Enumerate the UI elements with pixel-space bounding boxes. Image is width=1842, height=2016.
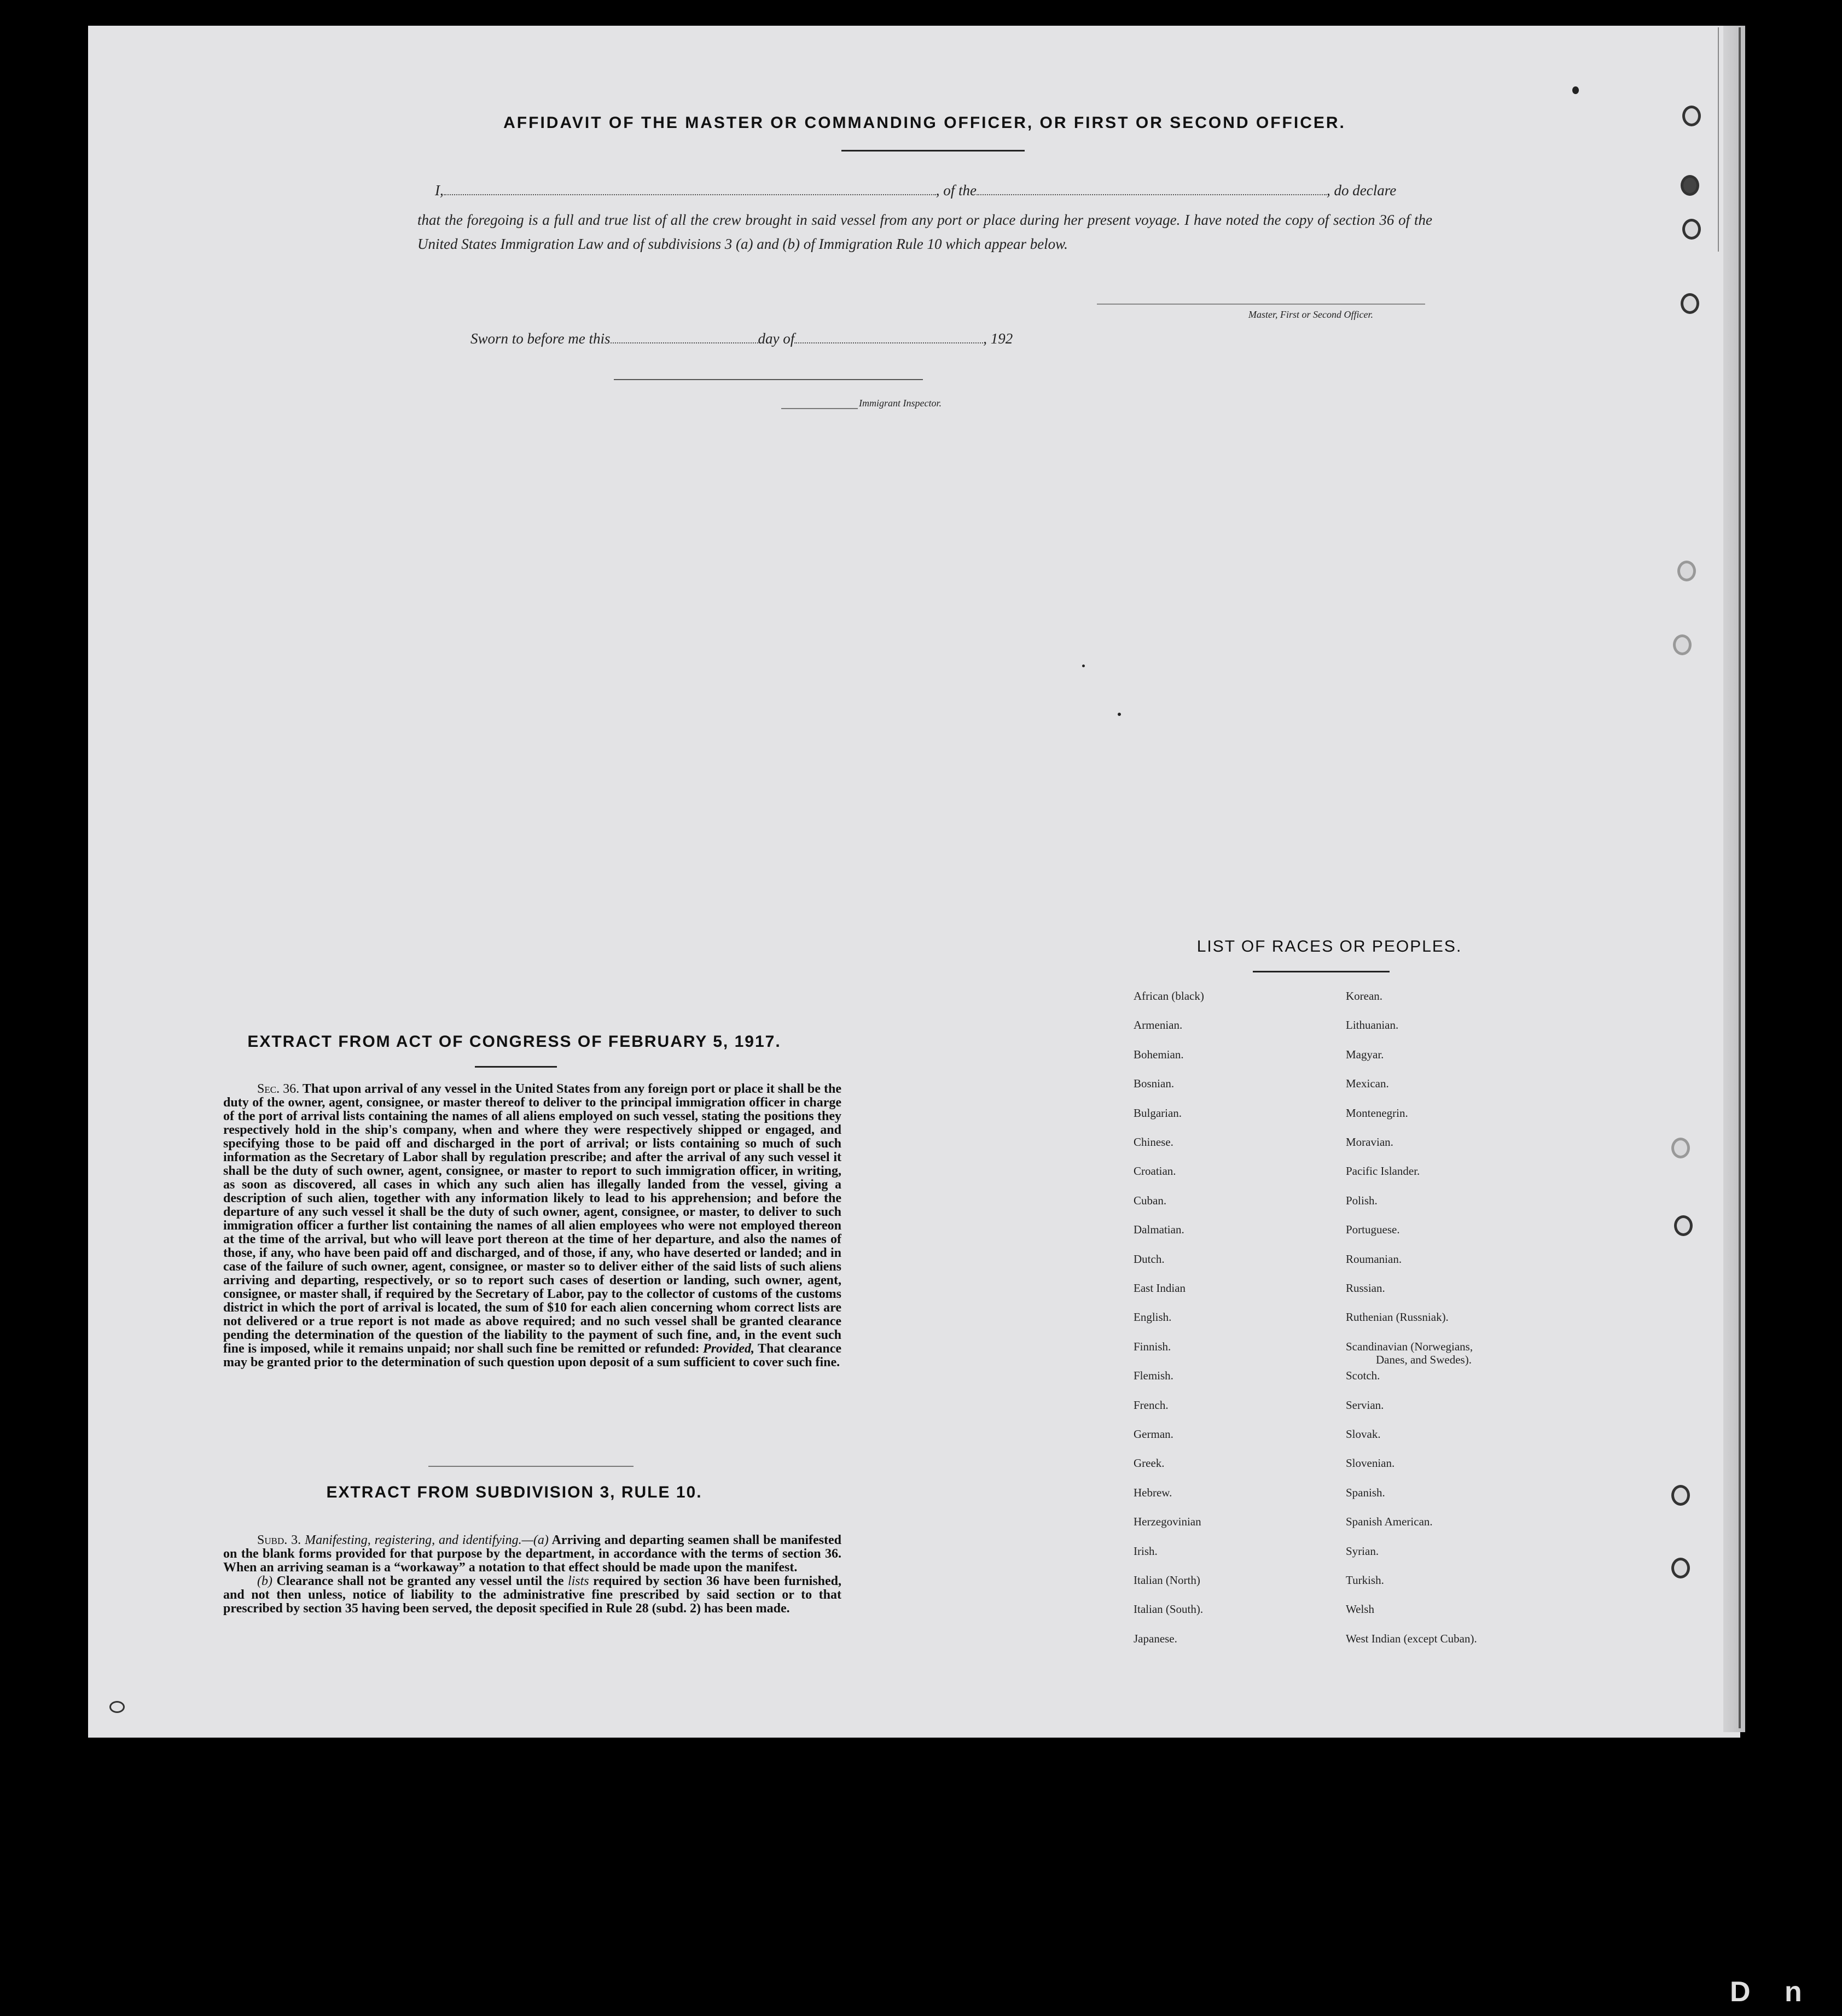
ink-speck	[1118, 713, 1121, 716]
race-item: Herzegovinian	[1134, 1515, 1201, 1528]
race-item: Chinese.	[1134, 1135, 1173, 1149]
inspector-caption: Immigrant Inspector.	[859, 398, 942, 409]
provided-label: Provided,	[703, 1342, 755, 1356]
race-item: Croatian.	[1134, 1164, 1176, 1178]
race-item: Danes, and Swedes).	[1376, 1353, 1472, 1366]
ink-speck	[1082, 665, 1085, 667]
race-item: Dutch.	[1134, 1252, 1165, 1266]
race-item: Italian (South).	[1134, 1603, 1204, 1616]
subdivision-3-text	[223, 1534, 841, 1616]
race-item: Slovenian.	[1346, 1456, 1395, 1470]
act-extract-title: EXTRACT FROM ACT OF CONGRESS OF FEBRUARY 5, 1917.	[247, 1033, 781, 1051]
page-edge	[1723, 26, 1745, 1732]
race-item: Roumanian.	[1346, 1252, 1402, 1266]
race-item: Finnish.	[1134, 1340, 1171, 1353]
subd-label: Subd. 3.	[257, 1533, 301, 1547]
sworn-month-blank	[794, 330, 983, 343]
binder-hole	[1671, 1558, 1690, 1578]
section-body-end: That clearance may be granted prior to the determination of such question upon deposit of a sum sufficient to cover such fine.	[223, 1342, 841, 1370]
name-blank	[444, 182, 936, 195]
sworn-day-blank	[611, 330, 758, 343]
race-item: Portuguese.	[1346, 1223, 1400, 1236]
race-item: Greek.	[1134, 1456, 1165, 1470]
race-item: Bulgarian.	[1134, 1106, 1182, 1120]
section-label: Sec. 36.	[257, 1082, 300, 1096]
document-page	[88, 26, 1740, 1738]
binder-hole	[1682, 219, 1701, 240]
vessel-blank	[977, 182, 1327, 195]
section-36-text	[223, 1082, 841, 1370]
race-item: Scotch.	[1346, 1369, 1380, 1382]
race-item: Flemish.	[1134, 1369, 1173, 1382]
race-item: Armenian.	[1134, 1018, 1183, 1032]
binder-hole	[1681, 293, 1699, 314]
binder-hole	[1673, 634, 1692, 655]
race-item: Scandinavian (Norwegians,	[1346, 1340, 1473, 1353]
race-item: Bosnian.	[1134, 1077, 1175, 1090]
master-caption: Master, First or Second Officer.	[1248, 309, 1373, 320]
race-item: Ruthenian (Russniak).	[1346, 1310, 1449, 1324]
subd-b-lists: lists	[567, 1574, 589, 1588]
sworn-year-label: , 192	[983, 330, 1013, 347]
race-item: Korean.	[1346, 989, 1383, 1003]
race-item: Syrian.	[1346, 1545, 1379, 1558]
race-item: Dalmatian.	[1134, 1223, 1184, 1236]
race-item: Lithuanian.	[1346, 1018, 1399, 1032]
race-item: Welsh	[1346, 1603, 1374, 1616]
race-item: German.	[1134, 1427, 1173, 1441]
race-item: Turkish.	[1346, 1574, 1384, 1587]
title-underline	[841, 150, 1025, 152]
race-item: Pacific Islander.	[1346, 1164, 1420, 1178]
subdivision-a	[223, 1534, 841, 1575]
master-signature-line	[1097, 304, 1425, 305]
races-title: LIST OF RACES OR PEOPLES.	[1196, 937, 1462, 955]
race-item: Mexican.	[1346, 1077, 1389, 1090]
binder-hole	[1681, 175, 1699, 196]
subd-b-label: (b)	[257, 1574, 272, 1588]
race-item: Italian (North)	[1134, 1574, 1200, 1587]
race-item: Spanish American.	[1346, 1515, 1433, 1528]
ink-speck	[1572, 86, 1579, 94]
declaration-line	[435, 178, 1396, 203]
race-item: Magyar.	[1346, 1048, 1384, 1061]
sworn-day-label: day of	[758, 330, 795, 347]
affidavit-title: AFFIDAVIT OF THE MASTER OR COMMANDING OFFICER, OR FIRST OR SECOND OFFICER.	[503, 114, 1346, 132]
rule-extract-title: EXTRACT FROM SUBDIVISION 3, RULE 10.	[326, 1483, 702, 1501]
race-item: Russian.	[1346, 1281, 1385, 1295]
subd-heading: Manifesting, registering, and identifying.—(a)	[305, 1533, 549, 1547]
sworn-line	[470, 326, 1013, 351]
inspector-signature-line	[614, 379, 923, 380]
edge-line	[1739, 27, 1741, 1728]
frame-mark-left: D	[1730, 1976, 1751, 2008]
race-item: Japanese.	[1134, 1632, 1177, 1645]
declare-i-label: I,	[435, 182, 444, 199]
subd-b-text-2: required by section 36 have been furnished, and not then unless, notice of liability to the administrative fine prescribed by said section or to that prescribed by section 35 having been served, the deposit specified in Rule 28 (subd. 2) has been made.	[223, 1574, 842, 1616]
binder-hole	[1682, 106, 1701, 126]
race-item: Spanish.	[1346, 1486, 1385, 1499]
sworn-prefix: Sworn to before me this	[470, 330, 611, 347]
section-body: That upon arrival of any vessel in the United States from any foreign port or place it shall be the duty of the owner, agent, consignee, or master thereof to deliver to the principal immigration officer in charge of the port of arrival lists containing the names of all aliens employed on such vessel, stating the positions they respectively hold in the ship's company, when and where they were respectively shipped or engaged, and specifying those to be paid off and discharged in the port of arrival; or lists containing so much of such information as the Secretary of Labor shall by regulation prescribe; and after the arrival of any such vessel it shall be the duty of such owner, agent, consignee, or master to report to such immigration officer, in writing, as soon as discovered, all cases in which any such alien has illegally landed from the vessel, giving a description of such alien, together with any information likely to lead to his apprehension; and before the departure of any such vessel it shall be the duty of such owner, agent, consignee, or master, to deliver to such immigration officer a further list containing the names of all alien employees who were not employed thereon at the time of the arrival, but who will leave port thereon at the time of her departure, and also the names of those, if any, who have been paid off and discharged, and of those, if any, who have deserted or landed; and in case of the failure of such owner, agent, consignee, or master so to deliver either of the said lists of such aliens arriving and departing, respectively, or so to report such cases of desertion or landing, such owner, agent, consignee, or master shall, if required by the Secretary of Labor, pay to the collector of customs of the customs district in which the port of arrival is located, the sum of $10 for each alien concerning whom correct lists are not delivered or a true report is not made as above required; and no such vessel shall be granted clearance pending the determination of the question of the liability to the payment of such fine, and, in the event such fine is imposed, while it remains unpaid; nor shall such fine be remitted or refunded:	[223, 1082, 841, 1356]
race-item: Cuban.	[1134, 1194, 1167, 1207]
race-item: Moravian.	[1346, 1135, 1393, 1149]
declare-of-label: , of the	[935, 182, 977, 199]
subd-b-text-1: Clearance shall not be granted any vessel until the	[276, 1574, 564, 1588]
page-mark	[109, 1701, 125, 1713]
race-item: English.	[1134, 1310, 1172, 1324]
race-item: Bohemian.	[1134, 1048, 1184, 1061]
race-item: Slovak.	[1346, 1427, 1381, 1441]
binder-hole	[1674, 1215, 1693, 1236]
race-item: Hebrew.	[1134, 1486, 1172, 1499]
act-title-underline	[475, 1066, 557, 1068]
race-item: Polish.	[1346, 1194, 1378, 1207]
binder-hole	[1671, 1138, 1690, 1158]
race-item: Irish.	[1134, 1545, 1158, 1558]
races-title-underline	[1253, 971, 1390, 972]
race-item: East Indian	[1134, 1281, 1186, 1295]
divider-rule	[428, 1466, 634, 1467]
declare-end-label: , do declare	[1327, 182, 1397, 199]
edge-line	[1718, 27, 1719, 252]
binder-hole	[1677, 561, 1696, 581]
race-item: Servian.	[1346, 1399, 1384, 1412]
subd-a-text: Arriving and departing seamen shall be manifested on the blank forms provided for that purpose by the department, in accordance with the terms of section 36. When an arriving seaman is a “workaway” a notation to that effect should be made upon the manifest.	[223, 1533, 841, 1575]
race-item: French.	[1134, 1399, 1169, 1412]
race-item: Montenegrin.	[1346, 1106, 1408, 1120]
affidavit-paragraph: that the foregoing is a full and true list of all the crew brought in said vessel from any port or place during her present voyage. I have noted the copy of section 36 of the United States Immigration Law and of subdivisions 3 (a) and (b) of Immigration Rule 10 which appear below.	[417, 212, 1432, 252]
race-item: African (black)	[1134, 989, 1204, 1003]
race-item: West Indian (except Cuban).	[1346, 1632, 1477, 1645]
subdivision-b	[223, 1575, 841, 1616]
inspector-dotted-line	[781, 408, 858, 409]
binder-hole	[1671, 1485, 1690, 1506]
frame-mark-right: n	[1785, 1976, 1802, 2008]
